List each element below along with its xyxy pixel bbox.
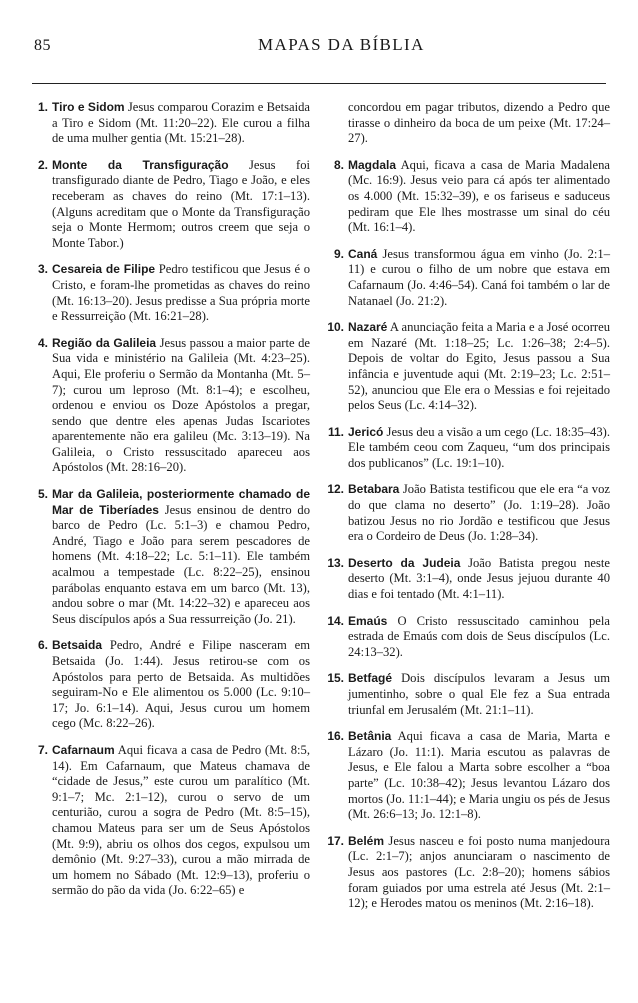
entry-number: 5. bbox=[37, 487, 48, 502]
place-name: Tiro e Sidom bbox=[52, 100, 125, 114]
entry-text: Jesus nasceu e foi posto numa manjedoura (Lc. 2:1–7); anjos anunciaram o nascimento de Jesus aos pastores (Lc. 2:8–20); homens sábios foram guiados por uma estrela até Jesus (Mt. 2:1–12); e Herodes matou os meninos (Mt. 2:16–18). bbox=[348, 833, 610, 911]
continued-entry-text: concordou em pagar tributos, dizendo a Pedro que tirasse o dinheiro da boca de um peixe (Mt. 17:24–27). bbox=[348, 100, 610, 146]
page-header bbox=[0, 0, 638, 80]
left-column bbox=[30, 100, 310, 910]
map-entry bbox=[30, 262, 310, 324]
map-entry bbox=[30, 638, 310, 732]
entry-text: João Batista testificou que ele era “a voz do que clama no deserto” (Jo. 1:19–28). João batizou Jesus no rio Jordão e testificou que Jesus era o Cordeiro de Deus (Jo. 1:28–34). bbox=[348, 482, 610, 544]
place-name: Mar da Galileia, posteriormente chamado de Mar de Tiberíades bbox=[52, 487, 310, 517]
place-name: Betfagé bbox=[348, 671, 393, 686]
entry-text: Jesus comparou Corazim e Betsaida a Tiro e Sidom (Mt. 11:20–22). Ele curou a filha de uma mulher gentia (Mt. 15:21–28). bbox=[52, 100, 310, 146]
entry-number: 9. bbox=[333, 246, 344, 261]
entry-number: 14. bbox=[327, 613, 344, 628]
map-entry bbox=[326, 614, 610, 661]
entry-text: Jesus deu a visão a um cego (Lc. 18:35–43). Ele também ceou com Zaqueu, “um dos principais dos publicanos” (Lc. 19:1–10). bbox=[348, 424, 610, 470]
map-entry bbox=[326, 320, 610, 414]
entry-number: 10. bbox=[327, 320, 344, 335]
entry-number: 2. bbox=[37, 157, 48, 172]
entry-number: 11. bbox=[327, 424, 344, 439]
entry-text: Aqui ficava a casa de Maria, Marta e Lázaro (Jo. 11:1). Maria escutou as palavras de Jesus, e Ele falou a Marta sobre escolher a “boa parte” (Lc. 10:38–42); Jesus levantou Lázaro dos mortos (Jo. 11:1–44); e Maria ungiu os pés de Jesus (Mt. 26:6–13; Jo. 12:1–8). bbox=[348, 729, 610, 822]
place-name: Betânia bbox=[348, 729, 392, 744]
entry-number: 1. bbox=[37, 100, 48, 114]
map-entry bbox=[326, 671, 610, 718]
entry-number: 8. bbox=[333, 157, 344, 172]
entry-number: 13. bbox=[327, 555, 344, 570]
place-name: Região da Galileia bbox=[52, 335, 157, 350]
map-entry bbox=[326, 729, 610, 823]
map-entry bbox=[326, 482, 610, 544]
map-entry bbox=[326, 247, 610, 309]
entry-number: 12. bbox=[327, 482, 344, 497]
entry-text: Aqui ficava a casa de Pedro (Mt. 8:5, 14). Em Cafarnaum, que Mateus chamava de “cidade de Jesus,” este curou um paralítico (Mt. 9:1–7; Mc. 2:1–12), curou o servo de um centurião, curou a sogra de Pedro (Mt. 8:5–15), chamou Mateus para ser um de Seus Apóstolos (Mt. 9:9), abriu os olhos dos cegos, expulsou um demônio (Mt. 9:27–33), curou a mão mirrada de um homem no Sábado (Mt. 12:9–13), proferiu o sermão do pão da vida (Jo. 6:22–65) e bbox=[52, 742, 310, 898]
map-entry bbox=[30, 158, 310, 252]
entry-text: Aqui, ficava a casa de Maria Madalena (Mc. 16:9). Jesus veio para cá após ter alimentado os 4.000 (Mt. 15:32–39), e os fariseus e saduceus pediram que Ele lhes mostrasse um sinal do céu (Mt. 16:1–4). bbox=[348, 157, 610, 235]
entry-text: A anunciação feita a Maria e a José ocorreu em Nazaré (Mt. 1:18–25; Lc. 1:26–38; 2:4–5). Depois de voltar do Egito, Jesus passou a Sua infância e juventude aqui (Mt. 2:19–23; Lc. 2:51–52), anunciou que Ele era o Messias e foi rejeitado pelos Seus (Lc. 4:14–32). bbox=[348, 320, 610, 413]
entry-number: 6. bbox=[37, 638, 48, 653]
map-entry bbox=[326, 425, 610, 472]
entry-text: Jesus foi transfigurado diante de Pedro, Tiago e João, e eles receberam as chaves do reino (Mt. 17:1–13). (Alguns acreditam que o Monte da Transfiguração seja o Monte Hermom; outros creem que seja o Monte Tabor.) bbox=[52, 157, 310, 250]
map-entry bbox=[30, 743, 310, 899]
place-name: Monte da Transfiguração bbox=[52, 157, 229, 172]
header-rule bbox=[32, 83, 606, 84]
place-name: Cesareia de Filipe bbox=[52, 262, 156, 277]
page-number: 85 bbox=[34, 37, 51, 54]
map-entry bbox=[30, 100, 310, 147]
place-name: Emaús bbox=[348, 613, 388, 628]
entry-number: 4. bbox=[37, 335, 48, 350]
place-name: Nazaré bbox=[348, 320, 388, 335]
entry-text: Jesus transformou água em vinho (Jo. 2:1–11) e curou o filho de um nobre que estava em Cafarnaum (Jo. 4:46–54). Caná foi também o lar de Natanael (Jo. 21:2). bbox=[348, 246, 610, 308]
entry-number: 7. bbox=[37, 742, 48, 757]
entry-text: Dois discípulos levaram a Jesus um jumentinho, sobre o qual Ele fez a Sua entrada triunfal em Jerusalém (Mt. 21:1–11). bbox=[348, 671, 610, 717]
place-name: Cafarnaum bbox=[52, 742, 115, 757]
entry-text: Jesus ensinou de dentro do barco de Pedro (Lc. 5:1–3) e chamou Pedro, André, Tiago e João para serem pescadores de homens (Mt. 4:18–22; Lc. 5:1–11). Ele também acalmou a tempestade (Lc. 8:22–25), ensinou parábolas enquanto estava em um barco (Mt. 13), andou sobre o mar (Mt. 14:22–32) e apareceu aos Seus discípulos após a Sua ressurreição (Jo. 21). bbox=[52, 502, 310, 626]
entry-text: João Batista pregou neste deserto (Mt. 3:1–4), onde Jesus jejuou durante 40 dias e foi tentado (Mt. 4:1–11). bbox=[348, 555, 610, 602]
entry-number: 3. bbox=[37, 262, 48, 277]
right-column bbox=[326, 100, 610, 923]
running-title: MAPAS DA BÍBLIA bbox=[258, 35, 425, 54]
entry-number: 15. bbox=[327, 671, 344, 686]
map-entry bbox=[326, 556, 610, 603]
entry-text: Jesus passou a maior parte de Sua vida e ministério na Galileia (Mt. 4:23–25). Aqui, Ele proferiu o Sermão da Montanha (Mt. 5–7); curou um leproso (Mt. 8:1–4); e escolheu, ordenou e enviou os Doze Apóstolos a pregar, sendo que dentre eles apenas Judas Iscariotes aparentemente não era galileu (Mc. 3:13–19). Na Galileia, o Cristo ressuscitado apareceu aos Apóstolos (Mt. 28:16–20). bbox=[52, 335, 310, 475]
place-name: Betabara bbox=[348, 482, 400, 497]
place-name: Belém bbox=[348, 833, 385, 848]
place-name: Magdala bbox=[348, 157, 397, 172]
entry-number: 17. bbox=[327, 833, 344, 848]
entry-number: 16. bbox=[327, 729, 344, 744]
entry-text: O Cristo ressuscitado caminhou pela estrada de Emaús com dois de Seus discípulos (Lc. 24:13–32). bbox=[348, 613, 610, 659]
place-name: Deserto da Judeia bbox=[348, 555, 461, 570]
entry-text: Pedro testificou que Jesus é o Cristo, e foram-lhe prometidas as chaves do reino (Mt. 16:13–20). Jesus predisse a Sua própria morte e Ressurreição (Mt. 16:21–28). bbox=[52, 262, 311, 324]
map-entry bbox=[326, 834, 610, 912]
place-name: Betsaida bbox=[52, 638, 103, 653]
map-entry bbox=[30, 487, 310, 627]
map-entry bbox=[30, 336, 310, 476]
entry-text: Pedro, André e Filipe nasceram em Betsaida (Jo. 1:44). Jesus retirou-se com os Apóstolos para perto de Betsaida. As multidões seguiram-No e Ele alimentou os 5.000 (Lc. 9:10–17; Jo. 6:1–14). Aqui, Jesus curou um homem cego (Mc. 8:22–26). bbox=[52, 638, 310, 731]
map-entry bbox=[326, 158, 610, 236]
place-name: Caná bbox=[348, 246, 378, 261]
place-name: Jericó bbox=[348, 424, 384, 439]
